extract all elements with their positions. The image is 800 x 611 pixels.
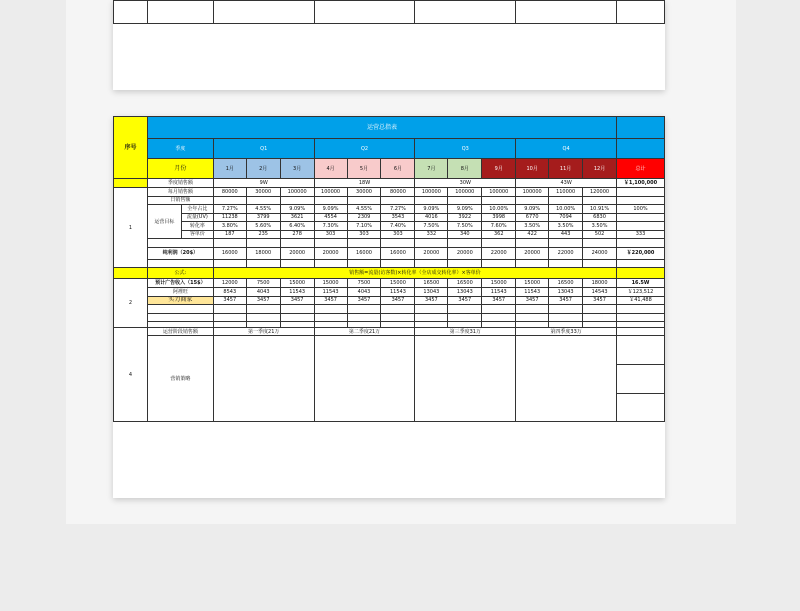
table-cell: 20000 (314, 247, 347, 259)
table-cell: 9.09% (516, 205, 549, 214)
table-cell: 3457 (213, 296, 246, 305)
row-label (147, 259, 213, 268)
table-cell: 6770 (516, 213, 549, 222)
table-cell: 11238 (213, 213, 246, 222)
table-cell: 30000 (246, 188, 280, 197)
table-cell (448, 239, 482, 248)
table-cell: 16500 (415, 279, 448, 288)
table-cell: 100000 (482, 188, 516, 197)
table-cell: 15000 (516, 279, 549, 288)
table-cell (314, 196, 347, 205)
table-cell (280, 239, 314, 248)
table-cell: 10.00% (482, 205, 516, 214)
table-cell (314, 239, 347, 248)
section-4-index: 4 (114, 328, 148, 422)
table-cell (381, 259, 415, 268)
table-cell: 24000 (583, 247, 617, 259)
table-cell (415, 239, 448, 248)
table-cell: 100000 (415, 188, 448, 197)
quarter-target: 第三季度31万 (415, 328, 516, 336)
table-cell: 3457 (516, 296, 549, 305)
table-cell: 11543 (314, 288, 347, 297)
table-cell (549, 196, 583, 205)
formula-text: 销售额=流量(访客数)×转化率（全店成交转化率）×客单价 (213, 268, 616, 279)
table-cell (314, 305, 347, 314)
table-cell (381, 313, 415, 322)
table-cell (448, 305, 482, 314)
table-cell: 15000 (381, 279, 415, 288)
table-cell: 6830 (583, 213, 617, 222)
formula-label: 公式: (147, 268, 213, 279)
table-cell (246, 305, 280, 314)
table-cell (347, 239, 381, 248)
table-cell: 2309 (347, 213, 381, 222)
table-cell (347, 196, 381, 205)
table-cell: 7.30% (314, 222, 347, 231)
row-total (617, 222, 665, 231)
table-cell: 340 (448, 230, 482, 239)
previous-page-table (113, 0, 665, 24)
table-cell: 443 (549, 230, 583, 239)
row-label (147, 313, 213, 322)
table-cell: 11543 (280, 288, 314, 297)
table-cell (415, 259, 448, 268)
month-12: 12月 (583, 159, 617, 179)
quarter-q1: Q1 (213, 139, 314, 159)
table-cell: 15000 (482, 279, 516, 288)
row-total (617, 305, 665, 314)
table-cell: 3457 (381, 296, 415, 305)
table-title: 运营总指表 (147, 117, 616, 139)
operations-summary-table (113, 116, 665, 422)
table-cell: 9.09% (280, 205, 314, 214)
cell (617, 1, 665, 24)
strategy-label: 营销策略 (147, 336, 213, 422)
table-cell: 7.50% (448, 222, 482, 231)
row-total (617, 259, 665, 268)
quarter-sales-q1: 9W (213, 179, 314, 188)
previous-page (113, 0, 665, 90)
table-cell: 187 (213, 230, 246, 239)
row-total: 333 (617, 230, 665, 239)
sub-cell (617, 336, 664, 365)
sub-cell (617, 365, 664, 394)
table-cell: 15000 (314, 279, 347, 288)
table-cell (448, 259, 482, 268)
table-cell: 100000 (280, 188, 314, 197)
row-label: 阿裡旺 (147, 288, 213, 297)
table-cell: 3457 (448, 296, 482, 305)
month-7: 7月 (415, 159, 448, 179)
cell (114, 1, 148, 24)
table-cell: 10.00% (549, 205, 583, 214)
table-cell: 3457 (246, 296, 280, 305)
spreadsheet-page (113, 116, 665, 498)
row-total (617, 213, 665, 222)
table-cell: 110000 (549, 188, 583, 197)
table-cell: 3457 (549, 296, 583, 305)
strategy-cell (314, 336, 415, 422)
table-cell: 7.60% (482, 222, 516, 231)
table-cell: 13043 (415, 288, 448, 297)
table-cell: 16000 (347, 247, 381, 259)
table-cell: 4043 (347, 288, 381, 297)
table-cell (482, 313, 516, 322)
table-cell: 5.60% (246, 222, 280, 231)
row-label: 全年占比 (181, 205, 213, 214)
table-cell (516, 305, 549, 314)
strategy-cell (516, 336, 617, 422)
table-cell: 3457 (482, 296, 516, 305)
month-3: 3月 (280, 159, 314, 179)
table-cell: 80000 (381, 188, 415, 197)
table-cell: 100000 (314, 188, 347, 197)
row-total: 16.5W (617, 279, 665, 288)
table-cell (549, 259, 583, 268)
table-cell (314, 259, 347, 268)
table-cell: 11543 (482, 288, 516, 297)
table-cell: 3457 (415, 296, 448, 305)
table-cell (482, 196, 516, 205)
row-total (617, 188, 665, 197)
table-cell: 9.09% (448, 205, 482, 214)
table-cell: 7.50% (415, 222, 448, 231)
table-cell: 22000 (482, 247, 516, 259)
row-label: 日销售额 (147, 196, 213, 205)
month-5: 5月 (347, 159, 381, 179)
quarter-total-cell (617, 139, 665, 159)
row-total: ￥41,488 (617, 296, 665, 305)
section-1-marker (114, 179, 148, 188)
table-cell (314, 313, 347, 322)
table-cell: 278 (280, 230, 314, 239)
row-label: 流量(UV) (181, 213, 213, 222)
table-cell: 9.09% (314, 205, 347, 214)
table-cell: 11543 (516, 288, 549, 297)
stage-sales-label: 运营阶段销售额 (147, 328, 213, 336)
table-cell (482, 239, 516, 248)
table-cell: 20000 (280, 247, 314, 259)
table-cell: 9.09% (415, 205, 448, 214)
table-cell: 20000 (516, 247, 549, 259)
table-cell: 4016 (415, 213, 448, 222)
table-cell: 3998 (482, 213, 516, 222)
table-cell: 15000 (280, 279, 314, 288)
table-cell: 30000 (347, 188, 381, 197)
table-cell (516, 313, 549, 322)
table-cell: 3.80% (213, 222, 246, 231)
table-cell: 7.10% (347, 222, 381, 231)
table-cell: 11543 (381, 288, 415, 297)
quarter-target: 第四季度33万 (516, 328, 617, 336)
table-cell (583, 259, 617, 268)
month-2: 2月 (246, 159, 280, 179)
month-9: 9月 (482, 159, 516, 179)
table-cell (246, 259, 280, 268)
quarter-q2: Q2 (314, 139, 415, 159)
table-cell (549, 313, 583, 322)
table-cell (381, 239, 415, 248)
table-cell: 7.27% (381, 205, 415, 214)
table-cell: 332 (415, 230, 448, 239)
quarter-sales-q2: 18W (314, 179, 415, 188)
table-cell (549, 239, 583, 248)
month-10: 10月 (516, 159, 549, 179)
title-total-cell (617, 117, 665, 139)
table-cell (516, 239, 549, 248)
table-cell (280, 259, 314, 268)
table-cell: 7.27% (213, 205, 246, 214)
table-cell: 3457 (347, 296, 381, 305)
strategy-cell (415, 336, 516, 422)
table-cell (448, 196, 482, 205)
table-cell: 3.50% (516, 222, 549, 231)
table-cell: 4043 (246, 288, 280, 297)
table-cell: 3922 (448, 213, 482, 222)
group-label: 运营目标 (147, 205, 181, 239)
table-cell: 20000 (415, 247, 448, 259)
table-cell (583, 313, 617, 322)
row-label (147, 239, 213, 248)
table-cell (213, 305, 246, 314)
table-cell (482, 305, 516, 314)
month-11: 11月 (549, 159, 583, 179)
table-cell: 16500 (549, 279, 583, 288)
row-total (617, 239, 665, 248)
table-cell: 16000 (213, 247, 246, 259)
table-cell: 3.50% (549, 222, 583, 231)
cell (213, 1, 314, 24)
table-cell (347, 313, 381, 322)
table-cell: 7.40% (381, 222, 415, 231)
cell (415, 1, 516, 24)
table-cell (516, 196, 549, 205)
table-cell: 7500 (246, 279, 280, 288)
table-cell: 3.50% (583, 222, 617, 231)
cell (147, 1, 213, 24)
quarter-target: 第一季度21万 (213, 328, 314, 336)
table-cell: 3457 (583, 296, 617, 305)
table-cell: 10.91% (583, 205, 617, 214)
table-cell (516, 259, 549, 268)
table-cell: 100000 (448, 188, 482, 197)
quarter-label: 季度 (147, 139, 213, 159)
table-cell (246, 313, 280, 322)
table-cell: 7094 (549, 213, 583, 222)
row-label: 每月销售额 (147, 188, 213, 197)
month-8: 8月 (448, 159, 482, 179)
table-cell (213, 239, 246, 248)
table-cell: 20000 (448, 247, 482, 259)
seq-header: 序号 (114, 117, 148, 179)
table-cell (482, 259, 516, 268)
quarter-sales-q3: 30W (415, 179, 516, 188)
table-cell: 303 (381, 230, 415, 239)
table-cell: 13043 (448, 288, 482, 297)
month-1: 1月 (213, 159, 246, 179)
total-header: 总计 (617, 159, 665, 179)
table-cell: 4.55% (246, 205, 280, 214)
month-6: 6月 (381, 159, 415, 179)
strategy-total-cell (617, 336, 665, 422)
cell (516, 1, 617, 24)
table-cell (415, 313, 448, 322)
table-cell (347, 305, 381, 314)
row-total (617, 313, 665, 322)
row-label: 转化率 (181, 222, 213, 231)
month-label: 月份 (147, 159, 213, 179)
table-cell: 80000 (213, 188, 246, 197)
table-cell (583, 196, 617, 205)
table-cell (381, 196, 415, 205)
table-cell (213, 196, 246, 205)
table-cell (583, 239, 617, 248)
table-cell: 303 (347, 230, 381, 239)
table-cell: 22000 (549, 247, 583, 259)
table-cell: 362 (482, 230, 516, 239)
table-cell (549, 305, 583, 314)
table-cell (583, 305, 617, 314)
month-4: 4月 (314, 159, 347, 179)
table-cell (280, 305, 314, 314)
table-cell: 3621 (280, 213, 314, 222)
table-cell: 3799 (246, 213, 280, 222)
table-cell: 502 (583, 230, 617, 239)
cell (314, 1, 415, 24)
table-cell: 422 (516, 230, 549, 239)
row-total: ￥123,512 (617, 288, 665, 297)
quarter-q3: Q3 (415, 139, 516, 159)
row-label-quarter-sales: 季度销售额 (147, 179, 213, 188)
row-label: 纯利润（20$） (147, 247, 213, 259)
table-cell (415, 196, 448, 205)
annual-sales-total: ￥1,100,000 (617, 179, 665, 188)
table-cell: 4.55% (347, 205, 381, 214)
table-cell: 8543 (213, 288, 246, 297)
table-cell: 18000 (583, 279, 617, 288)
table-cell (280, 196, 314, 205)
table-cell (381, 305, 415, 314)
table-cell: 3543 (381, 213, 415, 222)
table-cell: 18000 (246, 247, 280, 259)
table-cell: 13043 (549, 288, 583, 297)
table-cell (246, 239, 280, 248)
stage-total-cell (617, 328, 665, 336)
table-cell (246, 196, 280, 205)
table-cell: 16500 (448, 279, 482, 288)
table-cell: 100000 (516, 188, 549, 197)
table-cell (213, 259, 246, 268)
quarter-sales-q4: 43W (516, 179, 617, 188)
strategy-cell (213, 336, 314, 422)
table-cell: 120000 (583, 188, 617, 197)
row-total (617, 196, 665, 205)
table-cell: 235 (246, 230, 280, 239)
table-cell: 6.40% (280, 222, 314, 231)
section-2-index: 2 (114, 279, 148, 328)
table-cell (280, 313, 314, 322)
table-cell: 303 (314, 230, 347, 239)
row-total: ￥220,000 (617, 247, 665, 259)
table-cell: 7500 (347, 279, 381, 288)
row-label: 预计广告收入（15$） (147, 279, 213, 288)
row-label (147, 305, 213, 314)
table-cell: 14543 (583, 288, 617, 297)
table-cell (213, 313, 246, 322)
formula-total-cell (617, 268, 665, 279)
table-cell: 3457 (280, 296, 314, 305)
sub-cell (617, 394, 664, 421)
quarter-target: 第二季度21万 (314, 328, 415, 336)
table-cell (448, 313, 482, 322)
quarter-q4: Q4 (516, 139, 617, 159)
table-cell: 3457 (314, 296, 347, 305)
row-label: 客单价 (181, 230, 213, 239)
row-total: 100% (617, 205, 665, 214)
table-cell: 16000 (381, 247, 415, 259)
formula-index-cell (114, 268, 148, 279)
table-cell (415, 305, 448, 314)
table-cell: 12000 (213, 279, 246, 288)
table-cell (347, 259, 381, 268)
row-label: 实力商家 (147, 296, 213, 305)
table-cell: 4554 (314, 213, 347, 222)
section-index: 1 (114, 188, 148, 268)
